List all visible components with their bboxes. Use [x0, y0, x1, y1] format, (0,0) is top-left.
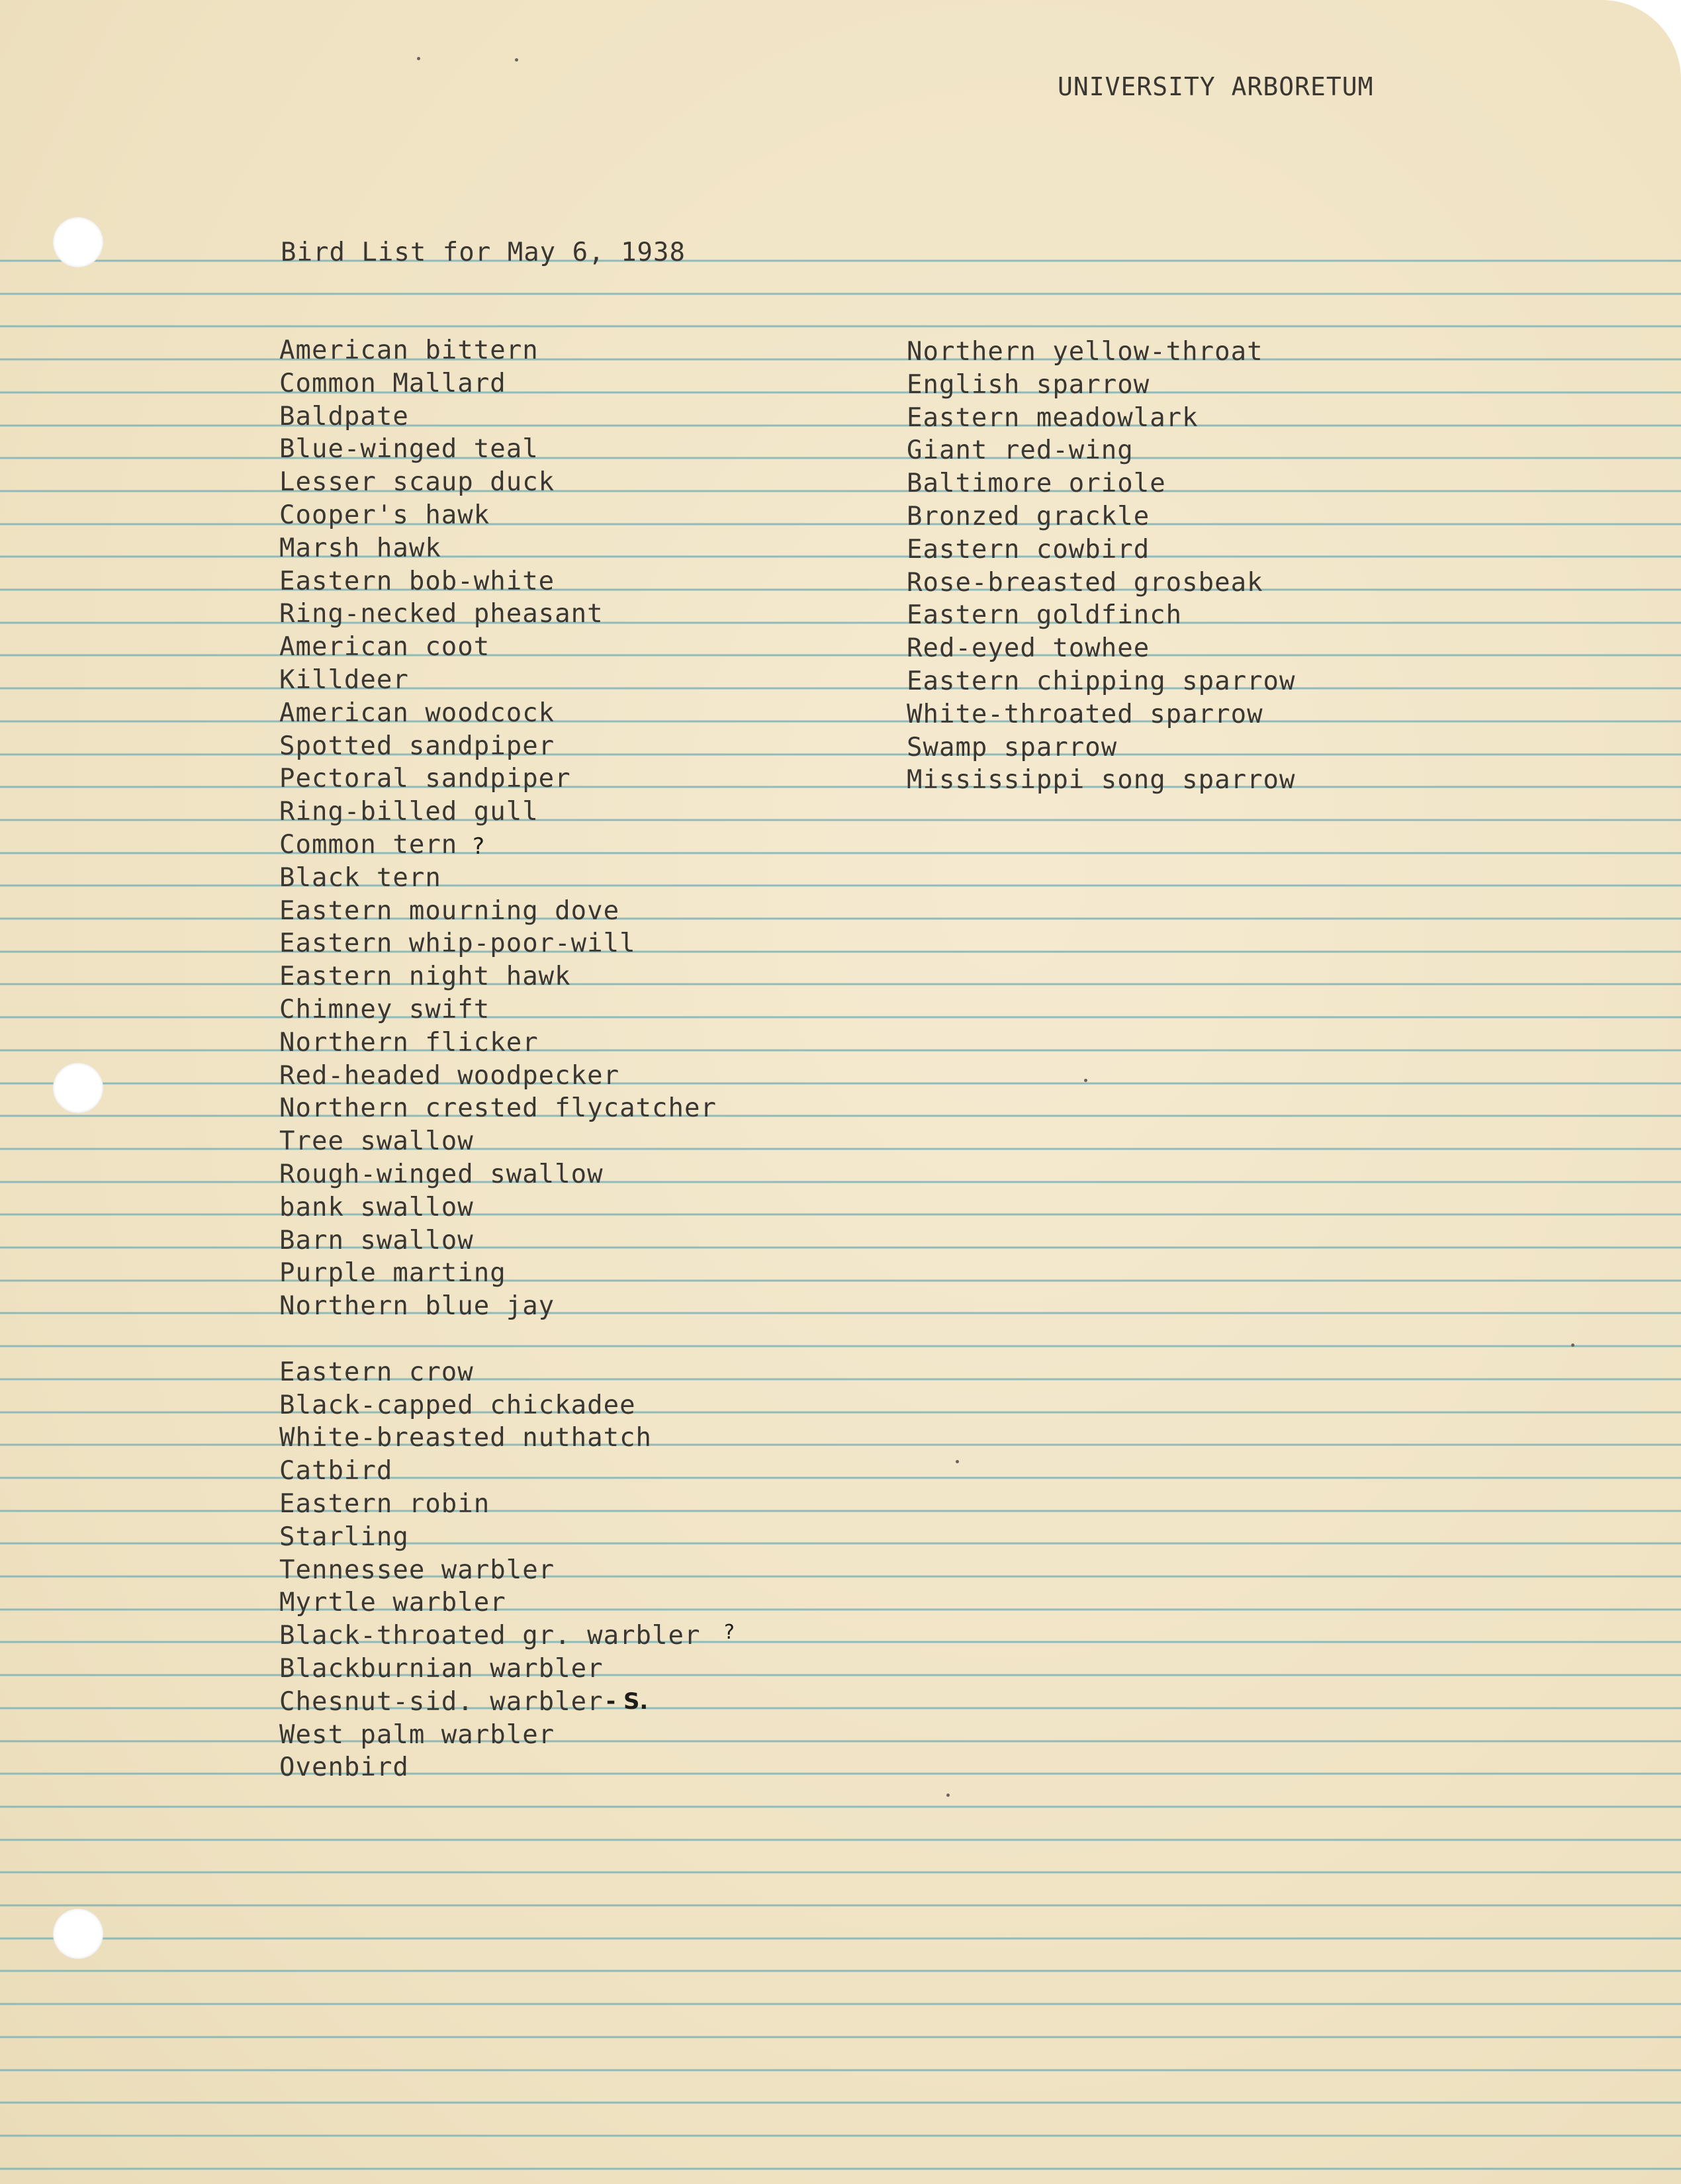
- bird-list-item: Eastern chipping sparrow: [907, 666, 1296, 696]
- bird-list-item: White-breasted nuthatch: [279, 1423, 653, 1453]
- tern-annotation-mark: ?: [473, 833, 485, 860]
- bird-list-item: Cooper's hawk: [279, 500, 490, 530]
- chesnut-annotation-mark: - S.: [606, 1688, 649, 1715]
- bird-list-item: Bronzed grackle: [907, 502, 1150, 531]
- bird-list-item: Eastern mourning dove: [279, 896, 620, 926]
- bird-list-item: Chimney swift: [279, 995, 490, 1024]
- bird-list-item: Red-headed woodpecker: [279, 1061, 620, 1091]
- bird-list-item: English sparrow: [907, 370, 1150, 400]
- bird-list-item: West palm warbler: [279, 1720, 555, 1750]
- bird-list-item: Northern blue jay: [279, 1291, 555, 1321]
- bird-list-item: Barn swallow: [279, 1226, 474, 1255]
- binder-hole-middle: [53, 1063, 103, 1113]
- bird-list-item: Tree swallow: [279, 1126, 474, 1156]
- bird-list-item: Rose-breasted grosbeak: [907, 568, 1263, 598]
- paper-speck: [417, 57, 420, 60]
- bird-list-item: Killdeer: [279, 665, 409, 695]
- bird-list-item: Northern flicker: [279, 1028, 539, 1058]
- bird-list-item: White-throated sparrow: [907, 700, 1263, 729]
- bird-list-item: Eastern robin: [279, 1489, 490, 1519]
- bird-list-item: Northern yellow-throat: [907, 337, 1263, 367]
- bird-list-item: bank swallow: [279, 1193, 474, 1222]
- bird-list-item: Tennessee warbler: [279, 1555, 555, 1585]
- bird-list-item: Black-capped chickadee: [279, 1390, 636, 1420]
- binder-hole-bottom: [53, 1909, 103, 1959]
- paper-speck: [1571, 1343, 1574, 1347]
- bird-list-item: Black tern: [279, 863, 441, 893]
- bird-list-item: Lesser scaup duck: [279, 467, 555, 497]
- bird-list-item: Ovenbird: [279, 1752, 409, 1782]
- paper-speck: [946, 1794, 950, 1797]
- paper-speck: [515, 58, 518, 62]
- binder-hole-top: [53, 217, 103, 267]
- bird-list-item: Eastern meadowlark: [907, 403, 1199, 433]
- bird-list-item: Baltimore oriole: [907, 469, 1166, 498]
- bird-list-item: Common tern: [279, 830, 458, 860]
- bird-list-item: Eastern bob-white: [279, 567, 555, 596]
- bird-list-item: Black-throated gr. warbler: [279, 1621, 701, 1651]
- bird-list-item: Myrtle warbler: [279, 1588, 506, 1617]
- bird-list-item: Northern crested flycatcher: [279, 1093, 717, 1123]
- bird-list-item: American woodcock: [279, 698, 555, 728]
- bird-list-item: Giant red-wing: [907, 435, 1134, 465]
- bird-list-item: Rough-winged swallow: [279, 1160, 604, 1189]
- bird-list-item: American coot: [279, 632, 490, 662]
- paper-speck: [956, 1460, 959, 1463]
- black-throated-annotation-mark: ?: [724, 1621, 735, 1644]
- bird-list-item: Blackburnian warbler: [279, 1654, 604, 1684]
- bird-list-item: Purple marting: [279, 1258, 506, 1288]
- institution-header: UNIVERSITY ARBORETUM: [1058, 72, 1374, 101]
- bird-list-item: American bittern: [279, 336, 539, 365]
- bird-list-item: Swamp sparrow: [907, 733, 1118, 762]
- bird-list-item: Eastern crow: [279, 1357, 474, 1387]
- bird-list-item: Spotted sandpiper: [279, 731, 555, 761]
- bird-list-item: Starling: [279, 1522, 409, 1552]
- bird-list-item: Eastern night hawk: [279, 962, 571, 991]
- bird-list-item: Mississippi song sparrow: [907, 765, 1296, 795]
- bird-list-item: Chesnut-sid. warbler: [279, 1687, 604, 1717]
- bird-list-item: Baldpate: [279, 402, 409, 432]
- bird-list-item: Ring-billed gull: [279, 797, 539, 827]
- bird-list-item: Marsh hawk: [279, 533, 441, 563]
- bird-list-item: Common Mallard: [279, 369, 506, 398]
- bird-list-item: Catbird: [279, 1456, 393, 1486]
- bird-list-item: Blue-winged teal: [279, 434, 539, 464]
- paper-speck: [1084, 1079, 1087, 1082]
- bird-list-item: Pectoral sandpiper: [279, 764, 571, 794]
- bird-list-item: Ring-necked pheasant: [279, 599, 604, 629]
- bird-list-item: Eastern cowbird: [907, 535, 1150, 565]
- page-title: Bird List for May 6, 1938: [281, 238, 686, 267]
- bird-list-item: Red-eyed towhee: [907, 633, 1150, 663]
- bird-list-item: Eastern goldfinch: [907, 600, 1183, 630]
- bird-list-item: Eastern whip-poor-will: [279, 929, 636, 958]
